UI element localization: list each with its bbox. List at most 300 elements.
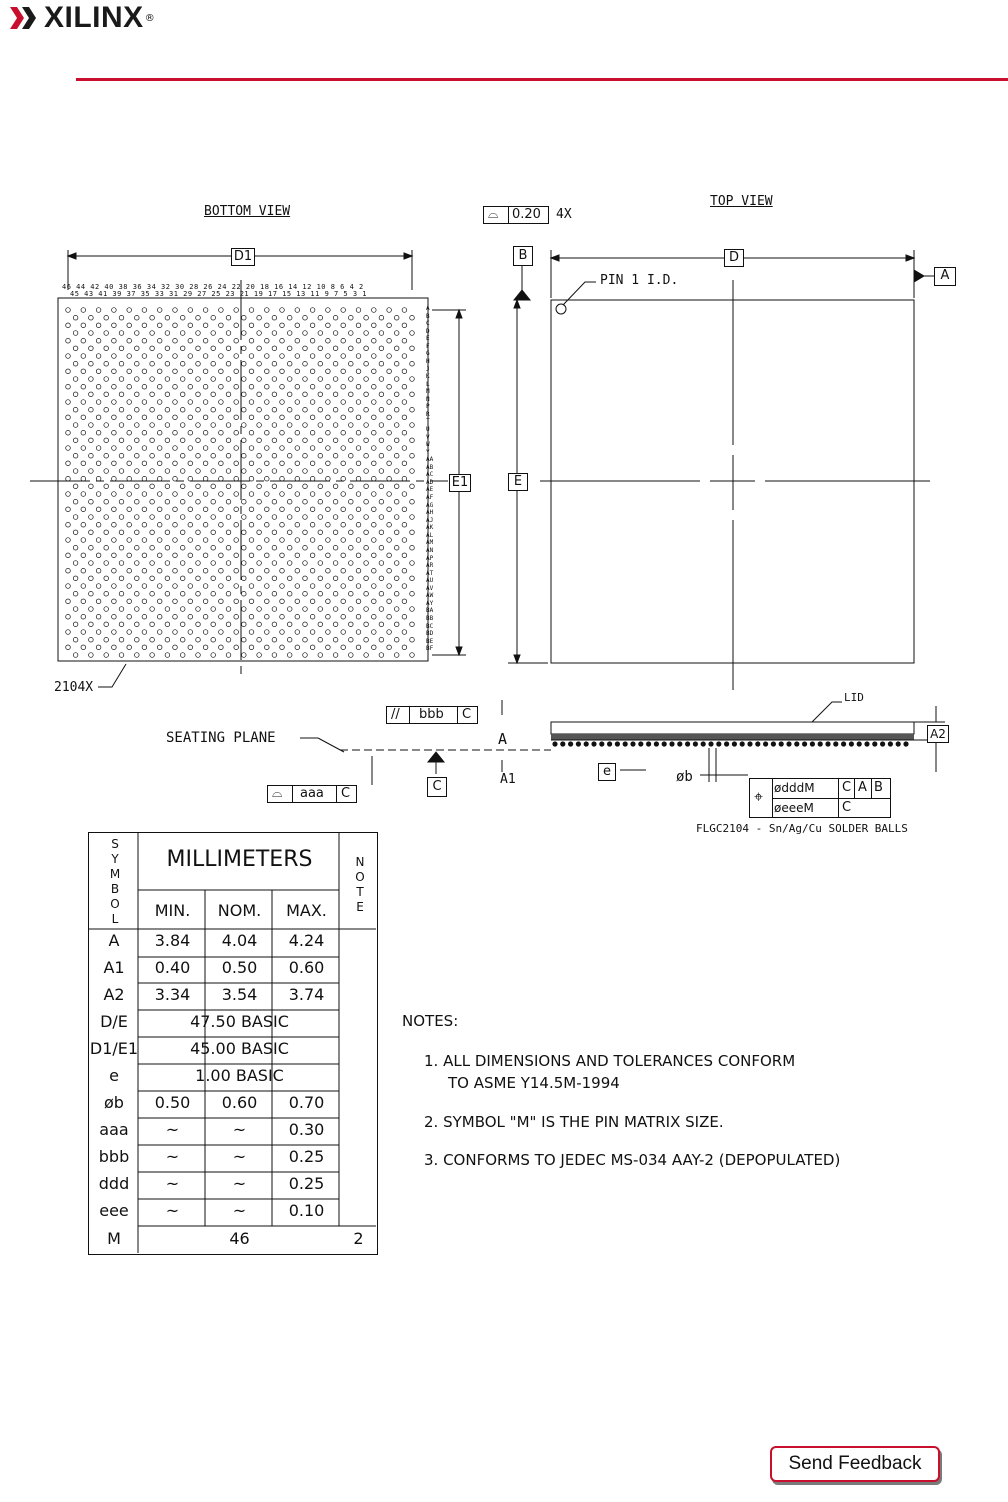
solder-ball xyxy=(127,446,132,451)
solder-ball xyxy=(402,645,407,650)
solder-ball xyxy=(387,461,392,466)
solder-ball xyxy=(66,568,71,573)
solder-ball xyxy=(96,308,101,313)
solder-ball xyxy=(318,407,323,412)
solder-ball xyxy=(287,637,292,642)
solder-ball xyxy=(196,315,201,320)
solder-ball xyxy=(188,384,193,389)
solder-ball xyxy=(402,568,407,573)
solder-ball xyxy=(303,561,308,566)
solder-ball xyxy=(119,392,124,397)
solder-ball xyxy=(280,584,285,589)
solder-ball xyxy=(394,607,399,612)
solder-ball xyxy=(364,407,369,412)
profile-frame: ⌓ aaa C xyxy=(267,785,357,803)
solder-ball xyxy=(135,499,140,504)
solder-ball xyxy=(402,400,407,405)
solder-ball xyxy=(356,369,361,374)
solder-ball xyxy=(272,469,277,474)
solder-ball xyxy=(387,522,392,527)
solder-ball xyxy=(349,453,354,458)
solder-ball xyxy=(173,308,178,313)
solder-ball xyxy=(287,576,292,581)
solder-ball xyxy=(211,331,216,336)
side-ball xyxy=(841,741,846,746)
solder-ball xyxy=(203,446,208,451)
solder-ball xyxy=(211,469,216,474)
solder-ball xyxy=(157,308,162,313)
solder-ball xyxy=(333,361,338,366)
solder-ball xyxy=(242,346,247,351)
ball-count-label: 2104X xyxy=(54,680,94,695)
solder-ball xyxy=(180,315,185,320)
solder-ball xyxy=(364,484,369,489)
solder-ball xyxy=(219,614,224,619)
solder-ball xyxy=(287,392,292,397)
solder-ball xyxy=(66,369,71,374)
solder-ball xyxy=(272,484,277,489)
solder-ball xyxy=(372,369,377,374)
solder-ball xyxy=(318,392,323,397)
solder-ball xyxy=(127,323,132,328)
solder-ball xyxy=(318,377,323,382)
solder-ball xyxy=(119,361,124,366)
solder-ball xyxy=(280,553,285,558)
solder-ball xyxy=(226,331,231,336)
solder-ball xyxy=(66,522,71,527)
solder-ball xyxy=(272,530,277,535)
solder-ball xyxy=(81,461,86,466)
solder-ball xyxy=(341,538,346,543)
solder-ball xyxy=(303,576,308,581)
solder-ball xyxy=(188,599,193,604)
solder-ball xyxy=(272,499,277,504)
solder-ball xyxy=(265,584,270,589)
table-span-value: 47.50 BASIC xyxy=(190,1012,289,1031)
solder-ball xyxy=(249,522,254,527)
solder-ball xyxy=(402,538,407,543)
solder-ball xyxy=(249,384,254,389)
solder-ball xyxy=(379,576,384,581)
solder-ball xyxy=(96,553,101,558)
solder-ball xyxy=(180,392,185,397)
solder-ball xyxy=(303,392,308,397)
solder-ball xyxy=(341,384,346,389)
solder-ball xyxy=(394,530,399,535)
solder-ball xyxy=(188,538,193,543)
table-min: ~ xyxy=(165,1147,180,1166)
solder-ball xyxy=(310,400,315,405)
solder-ball xyxy=(188,354,193,359)
row-letter: J xyxy=(426,365,430,373)
solder-ball xyxy=(173,507,178,512)
solder-ball xyxy=(104,484,109,489)
solder-ball xyxy=(219,446,224,451)
solder-ball xyxy=(226,515,231,520)
solder-ball xyxy=(73,637,78,642)
solder-ball xyxy=(249,630,254,635)
solder-ball xyxy=(242,361,247,366)
solder-ball xyxy=(372,384,377,389)
side-ball xyxy=(903,741,908,746)
solder-ball xyxy=(234,461,239,466)
solder-ball xyxy=(196,361,201,366)
solder-ball xyxy=(379,607,384,612)
solder-ball xyxy=(73,361,78,366)
solder-ball xyxy=(341,461,346,466)
solder-ball xyxy=(257,591,262,596)
solder-ball xyxy=(349,545,354,550)
solder-ball xyxy=(157,384,162,389)
solder-ball xyxy=(280,415,285,420)
datum-b: B xyxy=(513,246,533,266)
solder-ball xyxy=(173,384,178,389)
solder-ball xyxy=(142,400,147,405)
solder-ball xyxy=(372,584,377,589)
solder-ball xyxy=(135,561,140,566)
solder-ball xyxy=(249,568,254,573)
solder-ball xyxy=(180,576,185,581)
solder-ball xyxy=(295,384,300,389)
solder-ball xyxy=(318,561,323,566)
solder-ball xyxy=(349,407,354,412)
solder-ball xyxy=(349,530,354,535)
solder-ball xyxy=(310,369,315,374)
solder-ball xyxy=(196,591,201,596)
table-symbol: bbb xyxy=(98,1147,130,1166)
solder-ball xyxy=(379,315,384,320)
solder-ball xyxy=(226,453,231,458)
solder-ball xyxy=(394,515,399,520)
solder-ball xyxy=(272,423,277,428)
side-ball xyxy=(864,741,869,746)
solder-ball xyxy=(280,538,285,543)
solder-ball xyxy=(287,622,292,627)
side-ball xyxy=(685,741,690,746)
solder-ball xyxy=(203,323,208,328)
solder-ball xyxy=(157,614,162,619)
row-letter: V xyxy=(426,433,430,441)
solder-ball xyxy=(287,607,292,612)
solder-ball xyxy=(295,400,300,405)
column-numbers-even: 46 44 42 40 38 36 34 32 30 28 26 24 22 20 18 16 14 12 10 8 6 4 2 xyxy=(62,283,364,291)
solder-ball xyxy=(89,407,94,412)
solder-ball xyxy=(402,614,407,619)
solder-ball xyxy=(364,515,369,520)
solder-ball xyxy=(310,354,315,359)
solder-ball xyxy=(127,507,132,512)
side-ball xyxy=(810,741,815,746)
table-nom: ~ xyxy=(232,1120,247,1139)
solder-ball xyxy=(402,599,407,604)
solder-ball xyxy=(349,315,354,320)
solder-ball xyxy=(112,507,117,512)
solder-ball xyxy=(104,515,109,520)
solder-ball xyxy=(66,553,71,558)
row-letter: BF xyxy=(426,645,434,653)
solder-ball xyxy=(188,461,193,466)
solder-ball xyxy=(265,430,270,435)
solder-ball xyxy=(341,446,346,451)
solder-ball xyxy=(341,476,346,481)
solder-ball xyxy=(379,545,384,550)
solder-ball xyxy=(333,469,338,474)
solder-ball xyxy=(219,430,224,435)
solder-ball xyxy=(249,354,254,359)
table-max: 0.70 xyxy=(288,1093,325,1112)
solder-ball xyxy=(326,415,331,420)
solder-ball xyxy=(379,561,384,566)
solder-ball xyxy=(104,545,109,550)
solder-ball xyxy=(135,377,140,382)
side-ball xyxy=(677,741,682,746)
solder-ball xyxy=(112,584,117,589)
position-tolerance-frame: ⌖ ødddM øeeeM C A B C xyxy=(749,778,891,818)
solder-ball xyxy=(372,476,377,481)
solder-ball xyxy=(180,637,185,642)
solder-ball xyxy=(119,561,124,566)
solder-ball xyxy=(333,377,338,382)
solder-ball xyxy=(379,499,384,504)
row-letter: AH xyxy=(426,509,434,517)
solder-ball xyxy=(211,561,216,566)
solder-ball xyxy=(135,331,140,336)
solder-ball xyxy=(394,453,399,458)
row-letter: Y xyxy=(426,448,430,456)
a-dimension-label: A xyxy=(498,730,508,748)
solder-ball xyxy=(410,438,415,443)
solder-ball xyxy=(333,407,338,412)
solder-ball xyxy=(410,453,415,458)
solder-ball xyxy=(112,614,117,619)
row-letter: AN xyxy=(426,546,434,554)
solder-ball xyxy=(180,484,185,489)
solder-ball xyxy=(242,484,247,489)
side-ball xyxy=(755,741,760,746)
solder-ball xyxy=(341,308,346,313)
solder-ball xyxy=(234,630,239,635)
column-numbers-odd: 45 43 41 39 37 35 33 31 29 27 25 23 21 19 17 15 13 11 9 7 5 3 1 xyxy=(70,290,368,298)
solder-ball xyxy=(104,315,109,320)
solder-ball xyxy=(257,407,262,412)
solder-ball xyxy=(356,584,361,589)
solder-ball xyxy=(356,507,361,512)
solder-ball xyxy=(89,484,94,489)
solder-ball xyxy=(394,622,399,627)
pin1-id-label: PIN 1 I.D. xyxy=(600,273,679,288)
solder-ball xyxy=(364,545,369,550)
solder-ball xyxy=(81,568,86,573)
solder-ball xyxy=(173,476,178,481)
solder-ball xyxy=(173,492,178,497)
solder-ball xyxy=(89,361,94,366)
solder-ball xyxy=(211,484,216,489)
table-max: 0.30 xyxy=(288,1120,325,1139)
solder-ball xyxy=(272,622,277,627)
side-ball xyxy=(872,741,877,746)
solder-ball xyxy=(318,591,323,596)
solder-ball xyxy=(387,354,392,359)
solder-ball xyxy=(219,599,224,604)
solder-ball xyxy=(287,484,292,489)
solder-ball xyxy=(157,507,162,512)
parallelism-frame: // bbb C xyxy=(386,706,478,724)
solder-ball xyxy=(211,653,216,658)
solder-ball xyxy=(410,637,415,642)
solder-ball xyxy=(387,369,392,374)
solder-ball xyxy=(104,653,109,658)
solder-ball xyxy=(280,507,285,512)
solder-ball xyxy=(173,645,178,650)
solder-ball xyxy=(234,323,239,328)
solder-ball xyxy=(203,522,208,527)
solder-ball xyxy=(387,338,392,343)
solder-ball xyxy=(249,461,254,466)
solder-ball xyxy=(119,653,124,658)
solder-ball xyxy=(326,568,331,573)
solder-ball xyxy=(196,331,201,336)
solder-ball xyxy=(249,369,254,374)
table-span-value: 1.00 BASIC xyxy=(195,1066,284,1085)
send-feedback-button[interactable]: Send Feedback xyxy=(770,1446,940,1482)
table-min: 0.40 xyxy=(154,958,191,977)
solder-ball xyxy=(188,584,193,589)
solder-ball xyxy=(142,614,147,619)
solder-ball xyxy=(96,415,101,420)
solder-ball xyxy=(372,415,377,420)
solder-ball xyxy=(165,576,170,581)
row-letter: P xyxy=(426,403,430,411)
solder-ball xyxy=(318,453,323,458)
solder-ball xyxy=(387,507,392,512)
solder-ball xyxy=(96,446,101,451)
solder-ball xyxy=(303,377,308,382)
table-min: ~ xyxy=(165,1120,180,1139)
solder-ball xyxy=(165,484,170,489)
solder-ball xyxy=(89,607,94,612)
dimension-table xyxy=(88,832,378,1255)
solder-ball xyxy=(135,315,140,320)
solder-ball xyxy=(165,407,170,412)
solder-ball xyxy=(119,346,124,351)
solder-ball xyxy=(287,361,292,366)
solder-ball xyxy=(349,576,354,581)
solder-ball xyxy=(196,561,201,566)
solder-ball xyxy=(318,622,323,627)
e-dimension-label: E xyxy=(508,473,528,491)
side-ball xyxy=(888,741,893,746)
solder-ball xyxy=(372,338,377,343)
solder-ball xyxy=(196,515,201,520)
side-ball xyxy=(693,741,698,746)
solder-ball xyxy=(349,346,354,351)
solder-ball xyxy=(73,407,78,412)
datum-c: C xyxy=(427,777,447,797)
solder-ball xyxy=(379,622,384,627)
solder-ball xyxy=(219,308,224,313)
nom-header: NOM. xyxy=(217,901,262,920)
solder-ball xyxy=(287,545,292,550)
table-max: 0.60 xyxy=(288,958,325,977)
solder-ball xyxy=(372,492,377,497)
solder-ball xyxy=(219,400,224,405)
solder-ball xyxy=(234,507,239,512)
solder-ball xyxy=(73,331,78,336)
solder-ball xyxy=(295,338,300,343)
solder-ball xyxy=(165,607,170,612)
solder-ball xyxy=(135,591,140,596)
solder-ball xyxy=(203,538,208,543)
side-ball xyxy=(560,741,565,746)
solder-ball xyxy=(219,538,224,543)
solder-ball xyxy=(157,354,162,359)
solder-ball xyxy=(219,476,224,481)
solder-ball xyxy=(165,591,170,596)
solder-ball xyxy=(379,331,384,336)
solder-ball xyxy=(333,453,338,458)
solder-ball xyxy=(265,538,270,543)
row-letter: AD xyxy=(426,478,434,486)
solder-ball xyxy=(165,361,170,366)
solder-ball xyxy=(303,331,308,336)
solder-ball xyxy=(372,630,377,635)
table-min: 3.84 xyxy=(154,931,191,950)
solder-ball xyxy=(310,415,315,420)
solder-ball xyxy=(211,361,216,366)
solder-ball xyxy=(387,430,392,435)
solder-ball xyxy=(356,430,361,435)
row-letter: AL xyxy=(426,531,434,539)
solder-ball xyxy=(272,346,277,351)
solder-ball xyxy=(234,430,239,435)
solder-ball xyxy=(402,323,407,328)
solder-ball xyxy=(81,354,86,359)
solder-ball xyxy=(180,407,185,412)
solder-ball xyxy=(257,331,262,336)
solder-ball xyxy=(303,637,308,642)
solder-ball xyxy=(112,369,117,374)
solder-ball xyxy=(287,499,292,504)
solder-ball xyxy=(394,423,399,428)
solder-ball xyxy=(265,308,270,313)
solder-ball xyxy=(219,553,224,558)
solder-ball xyxy=(119,315,124,320)
side-ball xyxy=(654,741,659,746)
table-min: 0.50 xyxy=(154,1093,191,1112)
solder-ball xyxy=(295,492,300,497)
solder-ball xyxy=(402,384,407,389)
solder-ball xyxy=(387,614,392,619)
solder-ball xyxy=(96,338,101,343)
solder-ball xyxy=(150,331,155,336)
solder-ball xyxy=(394,499,399,504)
solder-ball xyxy=(226,622,231,627)
solder-ball xyxy=(203,568,208,573)
solder-ball xyxy=(333,530,338,535)
solder-ball xyxy=(310,461,315,466)
solder-ball xyxy=(180,515,185,520)
row-letter: AB xyxy=(426,463,434,471)
solder-ball xyxy=(96,492,101,497)
solder-ball xyxy=(211,377,216,382)
side-ball xyxy=(591,741,596,746)
solder-ball xyxy=(280,430,285,435)
solder-ball xyxy=(112,461,117,466)
solder-ball xyxy=(119,499,124,504)
solder-ball xyxy=(372,553,377,558)
row-letter: G xyxy=(426,350,430,358)
solder-ball xyxy=(364,653,369,658)
